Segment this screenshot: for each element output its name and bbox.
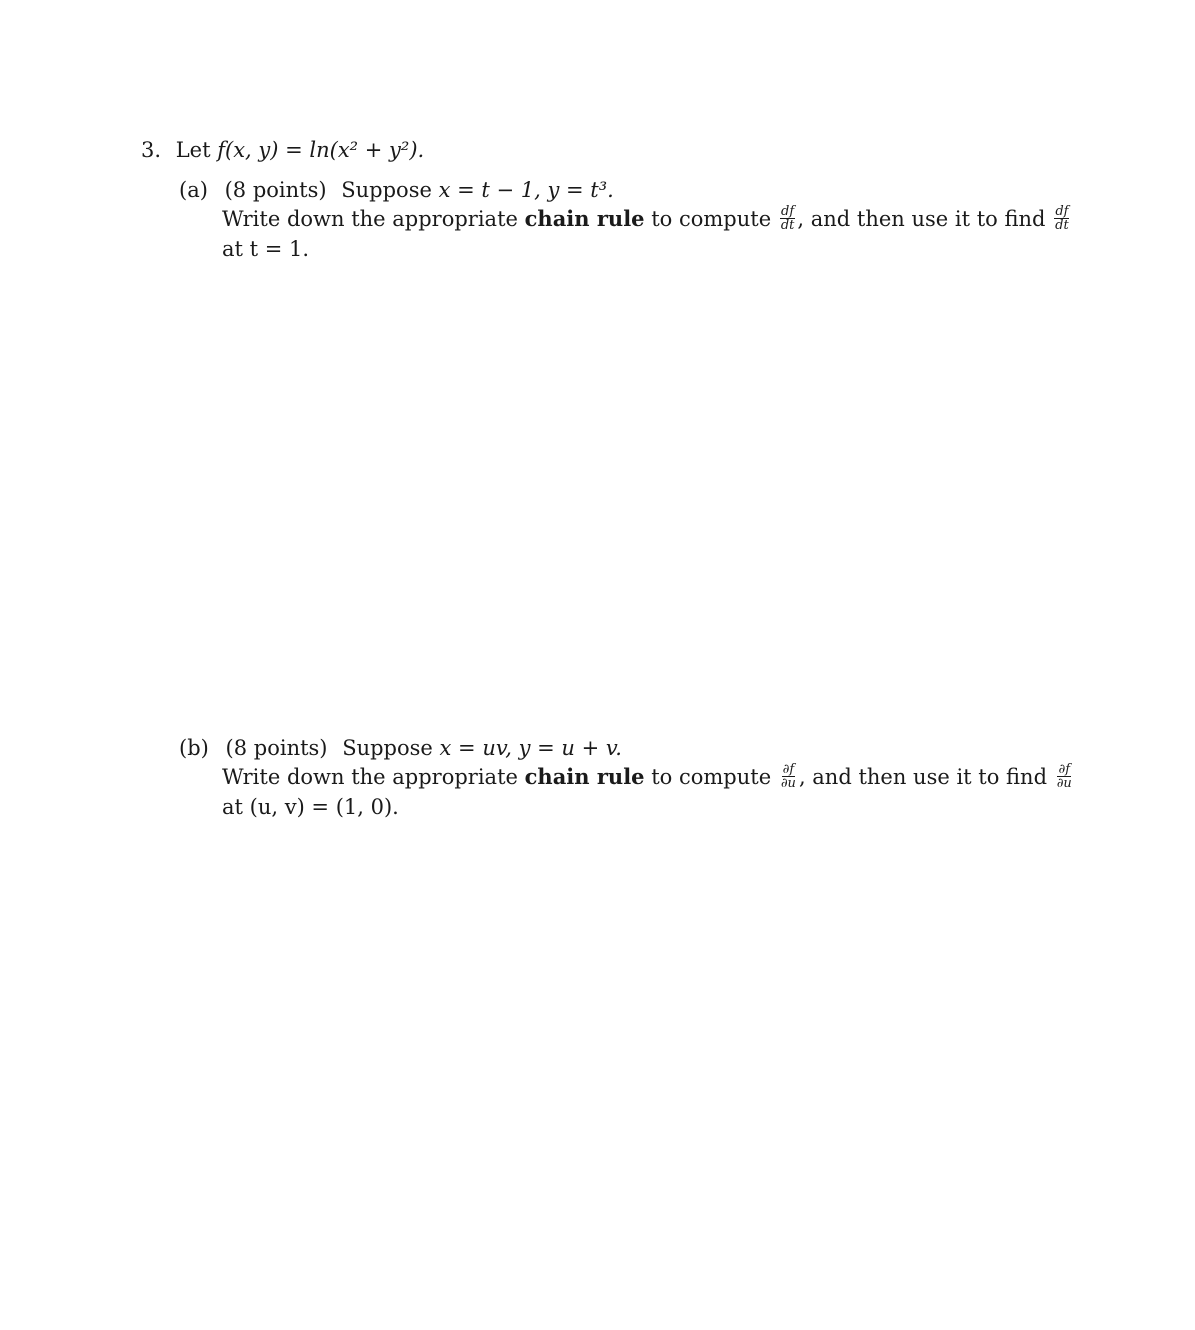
part-a-instr-3: , and then use it to find xyxy=(797,207,1046,231)
part-b-evaluation-point xyxy=(222,793,399,821)
part-a-chain-rule: chain rule xyxy=(524,206,645,231)
part-a-suppose: Suppose xyxy=(341,178,432,202)
part-a-derivative-fraction-1 xyxy=(780,205,796,232)
part-a-deriv-num-2: df xyxy=(1055,204,1069,219)
part-b-instruction xyxy=(222,763,1075,792)
part-b-deriv-num-1: ∂f xyxy=(782,762,795,777)
part-b-suppose: Suppose xyxy=(342,736,433,760)
part-a-label: (a) xyxy=(179,178,208,202)
part-a-evaluation-point xyxy=(222,235,309,263)
part-b-instr-2: to compute xyxy=(651,765,772,789)
part-a-instruction xyxy=(222,205,1072,234)
part-a-derivative-fraction-2 xyxy=(1054,205,1070,232)
part-b-derivative-fraction-2 xyxy=(1056,763,1073,790)
part-b-substitution: x = uv, y = u + v. xyxy=(439,736,622,760)
part-a-deriv-den-1: dt xyxy=(780,218,795,233)
part-b-instr-3: , and then use it to find xyxy=(798,765,1048,789)
problem-header xyxy=(141,136,424,164)
part-b-header xyxy=(179,734,622,762)
problem-number: 3. xyxy=(141,138,162,162)
part-b-deriv-num-2: ∂f xyxy=(1058,762,1071,777)
problem-intro: Let xyxy=(175,138,211,162)
part-a-substitution: x = t − 1, y = t³. xyxy=(438,178,614,202)
function-definition: f(x, y) = ln(x² + y²). xyxy=(217,138,425,162)
part-b-label: (b) xyxy=(179,736,209,760)
part-a-instr-2: to compute xyxy=(651,207,772,231)
part-b-derivative-fraction-1 xyxy=(780,763,797,790)
part-a-points: (8 points) xyxy=(224,178,327,202)
part-b-instr-1: Write down the appropriate xyxy=(222,765,518,789)
part-b-at-text: at (u, v) = (1, 0). xyxy=(222,795,399,819)
part-a-deriv-num-1: df xyxy=(781,204,795,219)
part-b-deriv-den-2: ∂u xyxy=(1056,776,1072,791)
part-b-points: (8 points) xyxy=(225,736,328,760)
part-a-header xyxy=(179,176,614,204)
part-b-deriv-den-1: ∂u xyxy=(780,776,796,791)
part-a-instr-1: Write down the appropriate xyxy=(222,207,518,231)
part-a-deriv-den-2: dt xyxy=(1055,218,1069,233)
part-a-at-text: at t = 1. xyxy=(222,237,310,261)
part-b-chain-rule: chain rule xyxy=(524,764,645,789)
